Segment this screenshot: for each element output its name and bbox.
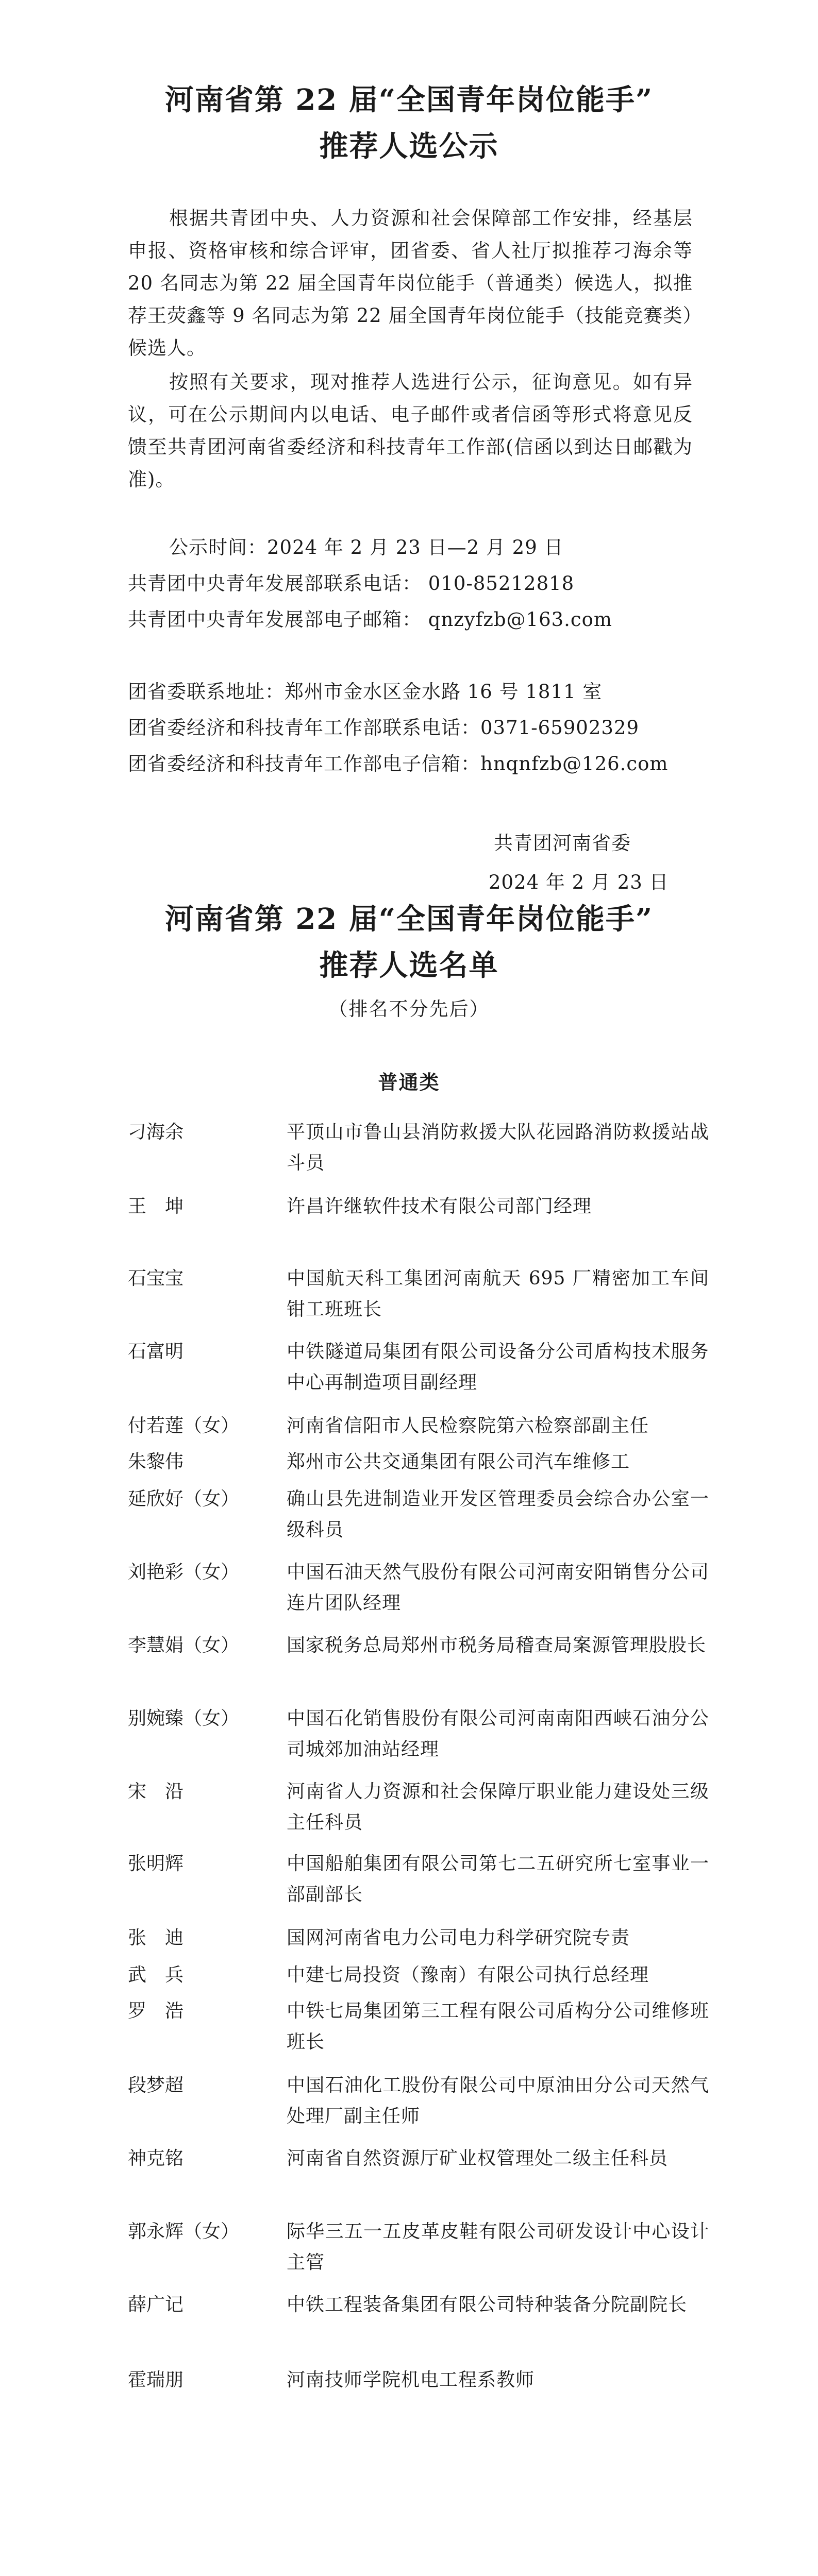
nominee-name: 郭永辉（女） <box>128 2221 240 2242</box>
list-item <box>128 1191 726 1222</box>
nominee-affiliation: 河南省人力资源和社会保障厅职业能力建设处三级主任科员 <box>287 1781 709 1833</box>
nominee-affiliation: 河南省信阳市人民检察院第六检察部副主任 <box>287 1415 649 1436</box>
nominee-affiliation: 中建七局投资（豫南）有限公司执行总经理 <box>287 1964 649 1986</box>
nominee-name: 段梦超 <box>128 2075 184 2096</box>
order-note: （排名不分先后） <box>328 998 490 1020</box>
nominee-affiliation: 许昌许继软件技术有限公司部门经理 <box>287 1196 592 1217</box>
nominee-affiliation: 中国石油化工股份有限公司中原油田分公司天然气处理厂副主任师 <box>287 2075 709 2127</box>
list-item <box>128 2143 726 2205</box>
list-item <box>128 2070 726 2132</box>
list-item <box>128 1557 726 1619</box>
list-item <box>128 1411 726 1442</box>
nominee-name: 宋 沿 <box>128 1781 184 1802</box>
nominee-name: 霍瑞朋 <box>128 2369 184 2391</box>
list-item <box>128 1923 726 1954</box>
nominee-affiliation: 平顶山市鲁山县消防救援大队花园路消防救援站战斗员 <box>287 1122 709 1174</box>
notice-paragraph-2: 按照有关要求，现对推荐人选进行公示，征询意见。如有异议，可在公示期间内以电话、电子邮件或者信函等形式将意见反馈至共青团河南省委经济和科技青年工作部(信函以到达日邮戳为准)。 <box>128 371 693 490</box>
nominee-name: 武 兵 <box>128 1964 184 1986</box>
list-item <box>128 1263 726 1325</box>
nominee-name: 延欣好（女） <box>128 1488 240 1510</box>
nominee-name: 付若莲（女） <box>128 1415 240 1436</box>
signature-date: 2024 年 2 月 23 日 <box>489 871 669 893</box>
list-item <box>128 1849 726 1910</box>
list-item <box>128 2365 726 2396</box>
nominee-name: 王 坤 <box>128 1196 184 1217</box>
central-email: 共青团中央青年发展部电子邮箱： qnzyfzb@163.com <box>128 608 613 631</box>
nominee-affiliation: 郑州市公共交通集团有限公司汽车维修工 <box>287 1451 630 1472</box>
nominee-affiliation: 河南省自然资源厅矿业权管理处二级主任科员 <box>287 2148 669 2169</box>
notice-title-line2: 推荐人选公示 <box>319 129 499 163</box>
nominee-affiliation: 国网河南省电力公司电力科学研究院专责 <box>287 1927 630 1948</box>
list-item <box>128 1117 726 1179</box>
nominee-affiliation: 河南技师学院机电工程系教师 <box>287 2369 535 2391</box>
list-title-line1: 河南省第 22 届“全国青年岗位能手” <box>164 902 654 936</box>
central-phone: 共青团中央青年发展部联系电话： 010-85212818 <box>128 572 575 595</box>
nominee-affiliation: 中国石油天然气股份有限公司河南安阳销售分公司连片团队经理 <box>287 1562 709 1614</box>
provincial-address: 团省委联系地址：郑州市金水区金水路 16 号 1811 室 <box>128 681 603 703</box>
nominee-name: 朱黎伟 <box>128 1451 184 1472</box>
provincial-phone: 团省委经济和科技青年工作部联系电话：0371-65902329 <box>128 717 639 739</box>
notice-paragraph-1: 根据共青团中央、人力资源和社会保障部工作安排，经基层申报、资格审核和综合评审，团省委、省人社厅拟推荐刁海余等 20 名同志为第 22 届全国青年岗位能手（普通类）候选人，拟推荐王荧鑫等 9 名同志为第 22 届全国青年岗位能手（技能竞赛类）候选人。 <box>128 207 693 359</box>
list-item <box>128 1776 726 1838</box>
list-item <box>128 1703 726 1765</box>
nominee-name: 李慧娟（女） <box>128 1635 240 1656</box>
nominee-affiliation: 确山县先进制造业开发区管理委员会综合办公室一级科员 <box>287 1488 709 1540</box>
notice-period: 公示时间：2024 年 2 月 23 日—2 月 29 日 <box>169 536 564 558</box>
nominee-affiliation: 中铁隧道局集团有限公司设备分公司盾构技术服务中心再制造项目副经理 <box>287 1341 709 1393</box>
nominee-name: 石富明 <box>128 1341 184 1362</box>
nominee-affiliation: 中铁七局集团第三工程有限公司盾构分公司维修班班长 <box>287 2001 709 2053</box>
nominee-affiliation: 国家税务总局郑州市税务局稽查局案源管理股股长 <box>287 1635 707 1656</box>
nominee-name: 张 迪 <box>128 1927 184 1948</box>
nominee-name: 别婉臻（女） <box>128 1708 240 1729</box>
list-item <box>128 1996 726 2058</box>
nominee-affiliation: 中国石化销售股份有限公司河南南阳西峡石油分公司城郊加油站经理 <box>287 1708 709 1760</box>
list-item <box>128 1336 726 1398</box>
list-item <box>128 1960 726 1991</box>
nominee-name: 石宝宝 <box>128 1268 184 1289</box>
nominee-affiliation: 中铁工程装备集团有限公司特种装备分院副院长 <box>287 2294 688 2315</box>
list-item <box>128 2290 726 2351</box>
nominee-name: 张明辉 <box>128 1853 184 1874</box>
notice-title-line1: 河南省第 22 届“全国青年岗位能手” <box>164 83 654 117</box>
nominee-name: 罗 浩 <box>128 2001 184 2022</box>
general-heading: 普通类 <box>378 1071 440 1094</box>
nominee-name: 刘艳彩（女） <box>128 1562 240 1583</box>
nominee-affiliation: 际华三五一五皮革皮鞋有限公司研发设计中心设计主管 <box>287 2221 709 2273</box>
list-item <box>128 1484 726 1546</box>
list-item <box>128 1447 726 1478</box>
list-item <box>128 2216 726 2278</box>
nominee-name: 神克铭 <box>128 2148 184 2169</box>
nominee-affiliation: 中国航天科工集团河南航天 695 厂精密加工车间钳工班班长 <box>287 1268 709 1320</box>
nominee-name: 薛广记 <box>128 2294 184 2315</box>
nominee-affiliation: 中国船舶集团有限公司第七二五研究所七室事业一部副部长 <box>287 1853 709 1905</box>
list-item <box>128 1630 726 1692</box>
provincial-email: 团省委经济和科技青年工作部电子信箱：hnqnfzb@126.com <box>128 753 669 775</box>
list-title-line2: 推荐人选名单 <box>319 948 499 982</box>
signature-org: 共青团河南省委 <box>494 832 631 854</box>
nominee-name: 刁海余 <box>128 1122 184 1143</box>
